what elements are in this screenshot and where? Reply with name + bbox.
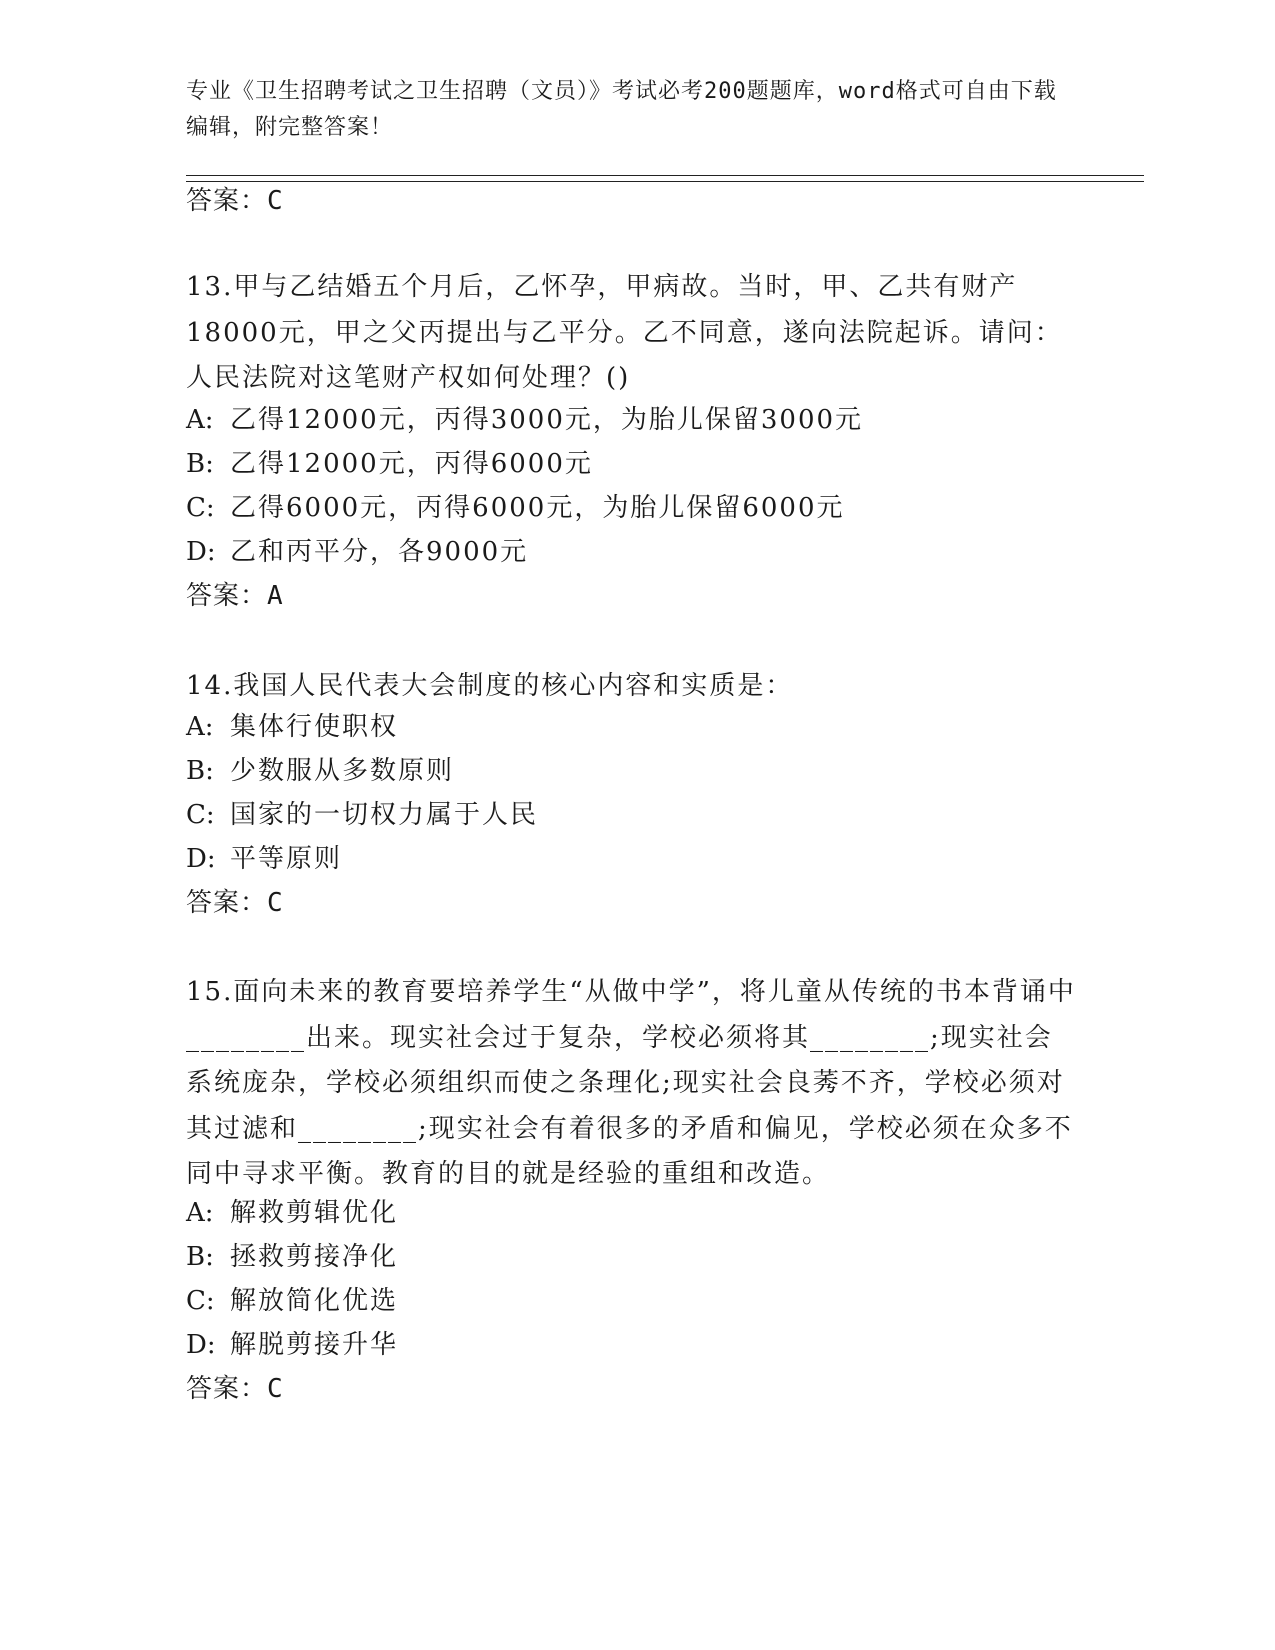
answer-previous: 答案：C bbox=[186, 186, 284, 216]
option-text: 解救剪辑优化 bbox=[230, 1198, 399, 1228]
option-label: A: bbox=[186, 712, 214, 742]
question-15-answer: 答案：C bbox=[186, 1374, 284, 1404]
question-15-option-d bbox=[186, 1328, 398, 1362]
option-text: 乙得6000元，丙得6000元，为胎儿保留6000元 bbox=[230, 493, 845, 523]
question-14-option-c bbox=[186, 798, 538, 832]
option-label: B: bbox=[186, 449, 214, 479]
option-label: C: bbox=[186, 493, 215, 523]
option-text: 少数服从多数原则 bbox=[230, 756, 455, 786]
question-13-option-b bbox=[186, 447, 593, 481]
question-15-stem: 15.面向未来的教育要培养学生“从做中学”，将儿童从传统的书本背诵中________出来。现实社会过于复杂，学校必须将其________;现实社会系统庞杂，学校必须组织而使之条理化;现实社会良莠不齐，学校必须对其过滤和________;现实社会有着很多的矛盾和偏见，学校必须在众多不同中寻求平衡。教育的目的就是经验的重组和改造。 bbox=[186, 977, 1076, 1189]
header-divider-top bbox=[186, 175, 1144, 176]
option-text: 解脱剪接升华 bbox=[230, 1330, 399, 1360]
option-text: 乙和丙平分，各9000元 bbox=[230, 537, 529, 567]
question-14-option-d bbox=[186, 842, 342, 876]
option-label: C: bbox=[186, 800, 215, 830]
option-text: 集体行使职权 bbox=[230, 712, 399, 742]
option-text: 拯救剪接净化 bbox=[230, 1242, 399, 1272]
option-text: 国家的一切权力属于人民 bbox=[230, 800, 539, 830]
option-text: 乙得12000元，丙得6000元 bbox=[230, 449, 593, 479]
question-14-option-b bbox=[186, 754, 454, 788]
question-13-option-a bbox=[186, 403, 863, 437]
question-14-stem: 14.我国人民代表大会制度的核心内容和实质是： bbox=[186, 671, 794, 701]
header-divider-bottom bbox=[186, 181, 1144, 182]
question-13-stem: 13.甲与乙结婚五个月后，乙怀孕，甲病故。当时，甲、乙共有财产18000元，甲之父丙提出与乙平分。乙不同意，遂向法院起诉。请问：人民法院对这笔财产权如何处理？() bbox=[186, 272, 1063, 393]
question-15-option-a bbox=[186, 1196, 398, 1230]
document-header: 专业《卫生招聘考试之卫生招聘（文员）》考试必考200题题库，word格式可自由下载编辑，附完整答案！ bbox=[186, 79, 1057, 140]
question-13-option-c bbox=[186, 491, 845, 525]
option-label: B: bbox=[186, 1242, 214, 1272]
question-14-answer: 答案：C bbox=[186, 888, 284, 918]
question-14-option-a bbox=[186, 710, 398, 744]
question-15-option-b bbox=[186, 1240, 398, 1274]
option-label: D: bbox=[186, 1330, 216, 1360]
option-label: C: bbox=[186, 1286, 215, 1316]
question-13-option-d bbox=[186, 535, 528, 569]
option-label: A: bbox=[186, 1198, 214, 1228]
option-text: 解放简化优选 bbox=[230, 1286, 399, 1316]
option-label: D: bbox=[186, 844, 216, 874]
option-text: 平等原则 bbox=[230, 844, 343, 874]
option-label: A: bbox=[186, 405, 214, 435]
option-text: 乙得12000元，丙得3000元，为胎儿保留3000元 bbox=[230, 405, 864, 435]
question-15-option-c bbox=[186, 1284, 398, 1318]
question-13-answer: 答案：A bbox=[186, 581, 284, 611]
option-label: D: bbox=[186, 537, 216, 567]
option-label: B: bbox=[186, 756, 214, 786]
